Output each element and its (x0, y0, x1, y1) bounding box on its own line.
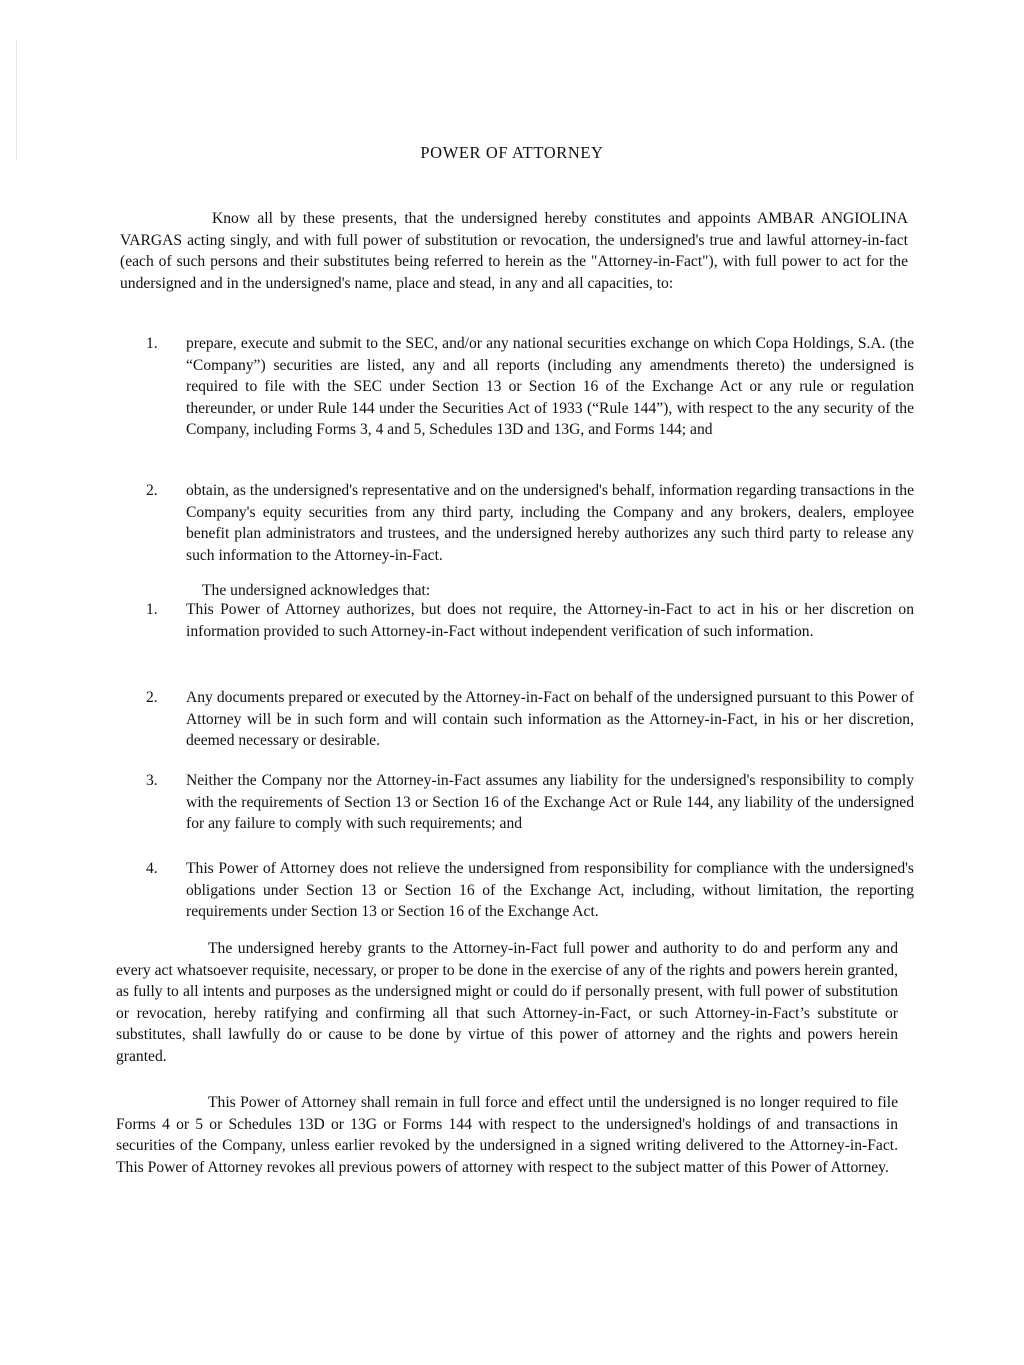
acknowledgement-item-4 (146, 858, 914, 923)
power-item-2-number: 2. (146, 482, 158, 499)
acknowledgement-item-1-number: 1. (146, 601, 158, 618)
intro-paragraph: Know all by these presents, that the undersigned hereby constitutes and appoints AMBAR ANGIOLINA VARGAS acting singly, and with full power of substitution or revocation, the undersigned's true and lawful attorney-in-fact (each of such persons and their substitutes being referred to herein as the "Attorney-in-Fact"), with full power to act for the undersigned and in the undersigned's name, place and stead, in any and all capacities, to: (120, 210, 908, 292)
acknowledgement-item-2-number: 2. (146, 689, 158, 706)
acknowledgement-item-4-text: This Power of Attorney does not relieve the undersigned from responsibility for compliance with the undersigned's obligations under Section 13 or Section 16 of the Exchange Act, including, without limitation, the reporting requirements under Section 13 or Section 16 of the Exchange Act. (186, 860, 914, 920)
acknowledgement-item-2 (146, 687, 914, 752)
acknowledgement-item-4-number: 4. (146, 860, 158, 877)
acknowledgement-item-1-text: This Power of Attorney authorizes, but does not require, the Attorney-in-Fact to act in his or her discretion on information provided to such Attorney-in-Fact without independent verification of such information. (186, 601, 914, 640)
document-title: POWER OF ATTORNEY (420, 143, 604, 162)
power-item-1-number: 1. (146, 335, 158, 352)
scan-edge-mark (16, 40, 17, 160)
acknowledgement-item-2-text: Any documents prepared or executed by the Attorney-in-Fact on behalf of the undersigned pursuant to this Power of Attorney will be in such form and will contain such information as the Attorney-in-Fact, in his or her discretion, deemed necessary or desirable. (186, 689, 914, 749)
power-item-2-text: obtain, as the undersigned's representative and on the undersigned's behalf, information regarding transactions in the Company's equity securities from any third party, including the Company and any brokers, dealers, employee benefit plan administrators and trustees, and the undersigned hereby authorizes any such third party to release any such information to the Attorney-in-Fact. (186, 482, 914, 564)
acknowledgement-item-3 (146, 770, 914, 835)
acknowledgement-item-1 (146, 599, 914, 642)
power-item-2 (146, 480, 914, 566)
duration-paragraph: This Power of Attorney shall remain in full force and effect until the undersigned is no longer required to file Forms 4 or 5 or Schedules 13D or 13G or Forms 144 with respect to the undersigned's holdings of and transactions in securities of the Company, unless earlier revoked by the undersigned in a signed writing delivered to the Attorney-in-Fact. This Power of Attorney revokes all previous powers of attorney with respect to the subject matter of this Power of Attorney. (116, 1094, 898, 1176)
acknowledges-intro: The undersigned acknowledges that: (202, 582, 431, 599)
acknowledgement-item-3-number: 3. (146, 772, 158, 789)
acknowledgement-item-3-text: Neither the Company nor the Attorney-in-Fact assumes any liability for the undersigned's responsibility to comply with the requirements of Section 13 or Section 16 of the Exchange Act or Rule 144, any liability of the undersigned for any failure to comply with such requirements; and (186, 772, 914, 832)
grant-paragraph: The undersigned hereby grants to the Attorney-in-Fact full power and authority to do and perform any and every act whatsoever requisite, necessary, or proper to be done in the exercise of any of the rights and powers herein granted, as fully to all intents and purposes as the undersigned might or could do if personally present, with full power of substitution or revocation, hereby ratifying and confirming all that such Attorney-in-Fact, or such Attorney-in-Fact’s substitute or substitutes, shall lawfully do or cause to be done by virtue of this power of attorney and the rights and powers herein granted. (116, 940, 898, 1065)
power-item-1 (146, 333, 914, 441)
power-item-1-text: prepare, execute and submit to the SEC, and/or any national securities exchange on which Copa Holdings, S.A. (the “Company”) securities are listed, any and all reports (including any amendments thereto) the undersigned is required to file with the SEC under Section 13 or Section 16 of the Exchange Act or any rule or regulation thereunder, or under Rule 144 under the Securities Act of 1933 (“Rule 144”), with respect to the any security of the Company, including Forms 3, 4 and 5, Schedules 13D and 13G, and Forms 144; and (186, 335, 914, 438)
